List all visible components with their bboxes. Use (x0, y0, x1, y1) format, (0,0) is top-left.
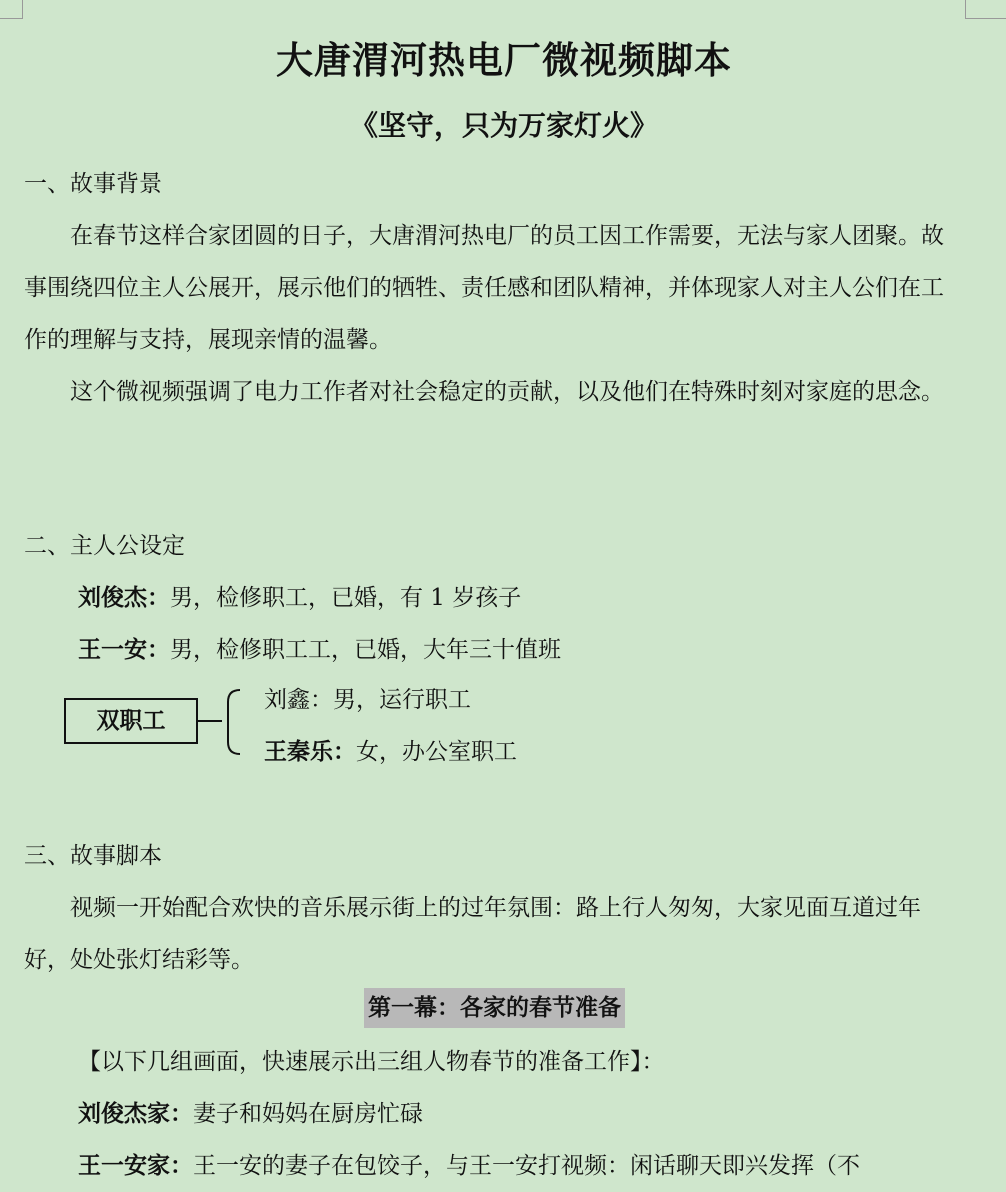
home-name: 刘俊杰家： (78, 1100, 193, 1127)
character-name: 刘俊杰： (78, 584, 170, 611)
dual-worker-label-box: 双职工 (64, 698, 198, 744)
scene-1-title: 第一幕：各家的春节准备 (364, 988, 625, 1028)
home-desc: 王一安的妻子在包饺子，与王一安打视频：闲话聊天即兴发挥（不 (193, 1153, 860, 1179)
home-line-wang-yian (78, 1140, 860, 1192)
character-desc: 男，检修职工，已婚，有 1 岁孩子 (170, 585, 522, 611)
section-heading-script: 三、故事脚本 (24, 843, 162, 869)
character-line-wang-qinle (264, 726, 517, 778)
character-line-liu-junjie (78, 572, 521, 624)
character-desc: 男，运行职工 (333, 687, 471, 713)
home-name: 王一安家： (78, 1152, 193, 1179)
script-intro-paragraph: 视频一开始配合欢快的音乐展示街上的过年氛围：路上行人匆匆，大家见面互道过年好，处处张灯结彩等。 (24, 895, 921, 973)
character-name: 刘鑫： (264, 687, 333, 713)
background-paragraph-2: 这个微视频强调了电力工作者对社会稳定的贡献，以及他们在特殊时刻对家庭的思念。 (70, 379, 944, 405)
character-name: 王秦乐： (264, 738, 356, 765)
background-paragraph-1: 在春节这样合家团圆的日子，大唐渭河热电厂的员工因工作需要，无法与家人团聚。故事围绕四位主人公展开，展示他们的牺牲、责任感和团队精神，并体现家人对主人公们在工作的理解与支持，展现亲情的温馨。 (24, 223, 944, 353)
scene-note: 【以下几组画面，快速展示出三组人物春节的准备工作】： (78, 1049, 665, 1075)
home-desc: 妻子和妈妈在厨房忙碌 (193, 1101, 423, 1127)
character-desc: 女，办公室职工 (356, 739, 517, 765)
character-line-liu-xin (264, 674, 471, 726)
section-heading-background: 一、故事背景 (24, 171, 162, 197)
character-desc: 男，检修职工工，已婚，大年三十值班 (170, 637, 561, 663)
page-corner-mark-left (0, 0, 23, 19)
home-line-liu-junjie (78, 1088, 423, 1140)
brace-curve (228, 690, 240, 754)
document-title: 大唐渭河热电厂微视频脚本 (276, 39, 732, 82)
page-corner-mark-right (965, 0, 1006, 19)
section-heading-characters: 二、主人公设定 (24, 533, 185, 559)
character-line-wang-yian (78, 624, 561, 676)
document-subtitle: 《坚守，只为万家灯火》 (349, 109, 658, 142)
brace-connector (198, 684, 248, 764)
character-name: 王一安： (78, 636, 170, 663)
